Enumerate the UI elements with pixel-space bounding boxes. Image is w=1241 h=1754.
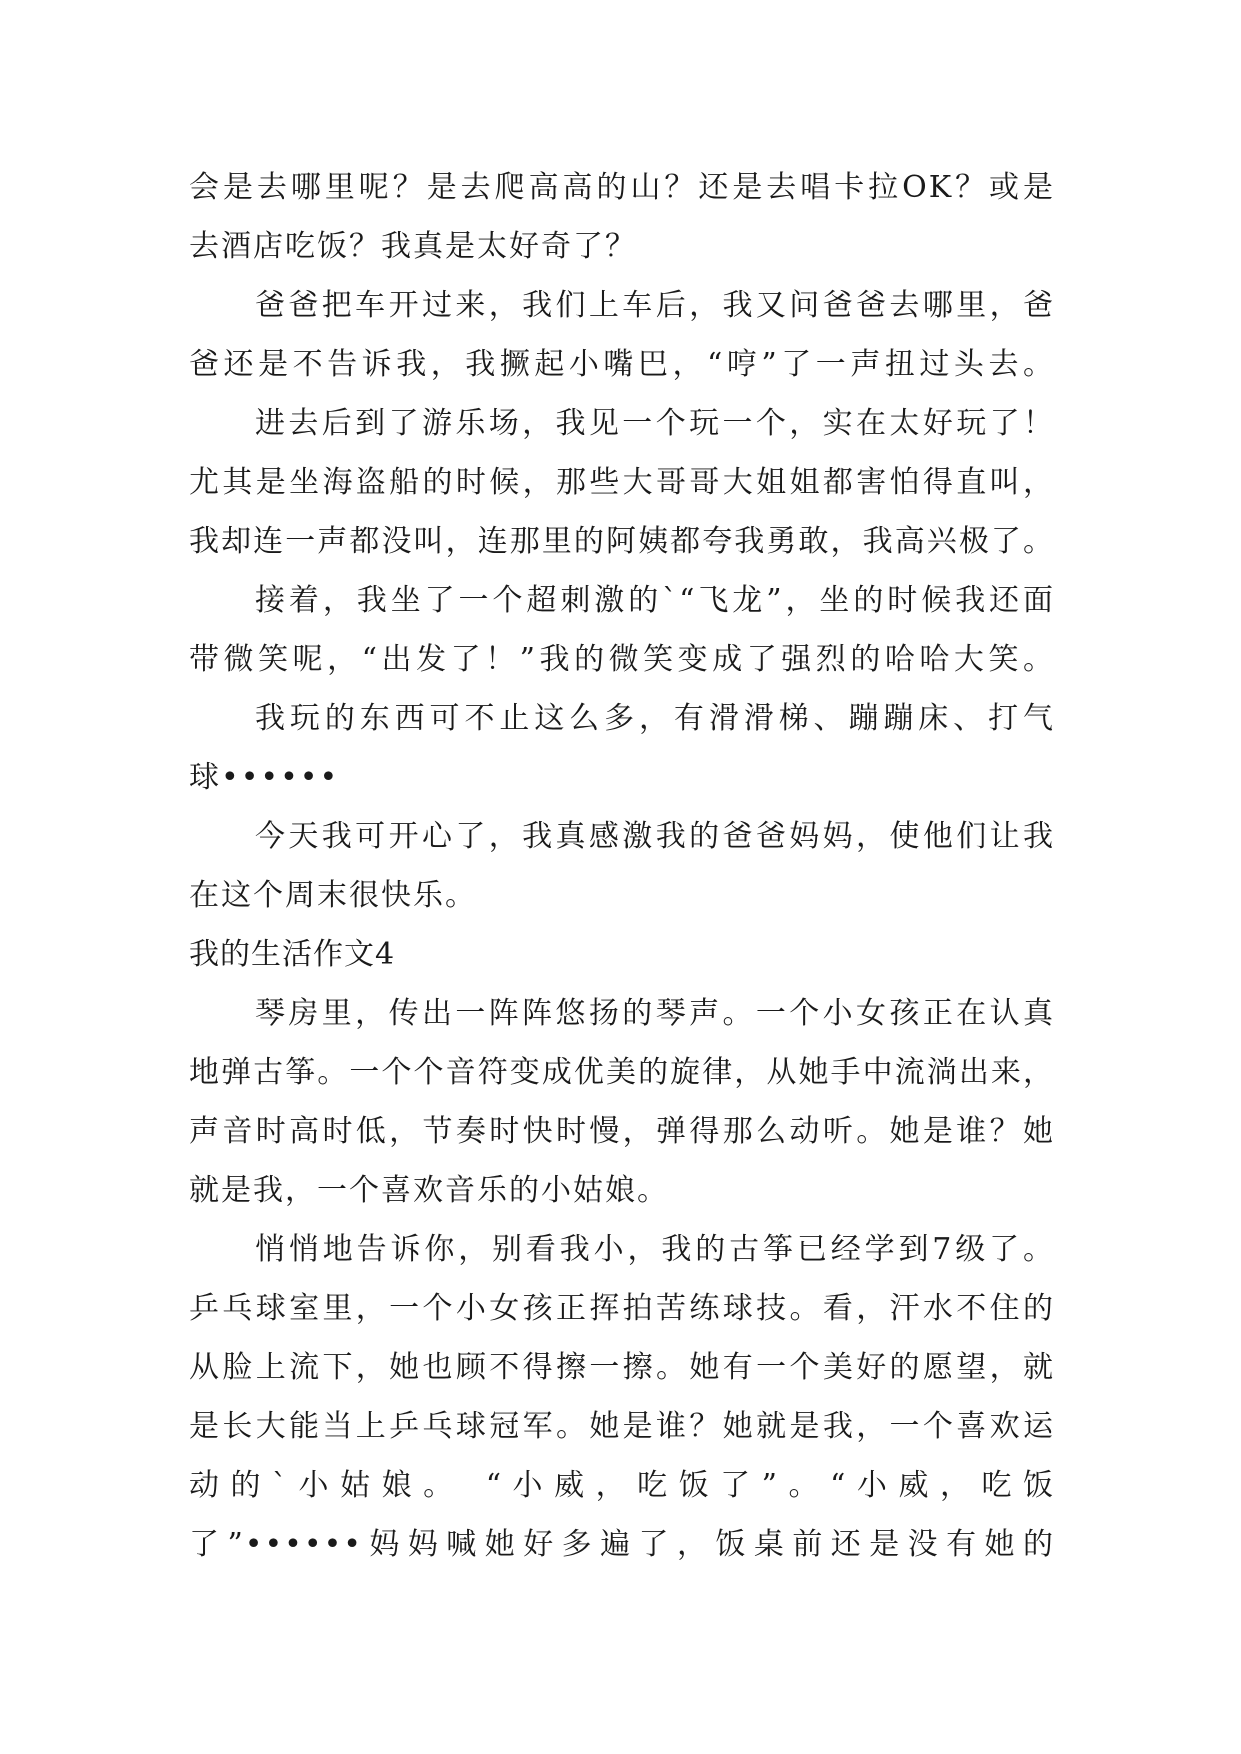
paragraph-line: 去酒店吃饭？我真是太好奇了？: [189, 229, 637, 264]
paragraph-line: 今天我可开心了，我真感激我的爸爸妈妈，使他们让我: [255, 819, 1055, 854]
document-page: [189, 158, 1055, 1574]
paragraph-line: 琴房里，传出一阵阵悠扬的琴声。一个小女孩正在认真: [255, 996, 1055, 1031]
paragraph-line: 带微笑呢，“出发了！”我的微笑变成了强烈的哈哈大笑。: [189, 642, 1055, 677]
paragraph-line: 进去后到了游乐场，我见一个玩一个，实在太好玩了！: [255, 406, 1055, 441]
paragraph-line: 从脸上流下，她也顾不得擦一擦。她有一个美好的愿望，就: [189, 1350, 1055, 1385]
paragraph-line: 在这个周末很快乐。: [189, 878, 477, 913]
paragraph-line: 我玩的东西可不止这么多，有滑滑梯、蹦蹦床、打气: [255, 701, 1055, 736]
paragraph-line: 是长大能当上乒乓球冠军。她是谁？她就是我，一个喜欢运: [189, 1409, 1055, 1444]
paragraph-line: 地弹古筝。一个个音符变成优美的旋律，从她手中流淌出来，: [189, 1055, 1055, 1090]
paragraph-line: 会是去哪里呢？是去爬高高的山？还是去唱卡拉OK？或是: [189, 170, 1055, 205]
paragraph-line: 悄悄地告诉你，别看我小，我的古筝已经学到7级了。: [255, 1232, 1055, 1267]
paragraph-line: 尤其是坐海盗船的时候，那些大哥哥大姐姐都害怕得直叫，: [189, 465, 1055, 500]
paragraph-line: 爸还是不告诉我，我撅起小嘴巴，“哼”了一声扭过头去。: [189, 347, 1055, 382]
paragraph-line: 球••••••: [189, 760, 340, 795]
paragraph-line: 我却连一声都没叫，连那里的阿姨都夸我勇敢，我高兴极了。: [189, 524, 1055, 559]
section-heading: 我的生活作文4: [189, 937, 396, 972]
paragraph-line: 接着，我坐了一个超刺激的`“飞龙”，坐的时候我还面: [255, 583, 1055, 618]
paragraph-line: 爸爸把车开过来，我们上车后，我又问爸爸去哪里，爸: [255, 288, 1055, 323]
paragraph-line: 动的`小姑娘。 “小威，吃饭了”。“小威，吃饭: [189, 1468, 1055, 1503]
paragraph-line: 乒乓球室里，一个小女孩正挥拍苦练球技。看，汗水不住的: [189, 1291, 1055, 1326]
paragraph-line: 声音时高时低，节奏时快时慢，弹得那么动听。她是谁？她: [189, 1114, 1055, 1149]
paragraph-line: 就是我，一个喜欢音乐的小姑娘。: [189, 1173, 669, 1208]
paragraph-line: 了”••••••妈妈喊她好多遍了，饭桌前还是没有她的: [189, 1527, 1055, 1562]
